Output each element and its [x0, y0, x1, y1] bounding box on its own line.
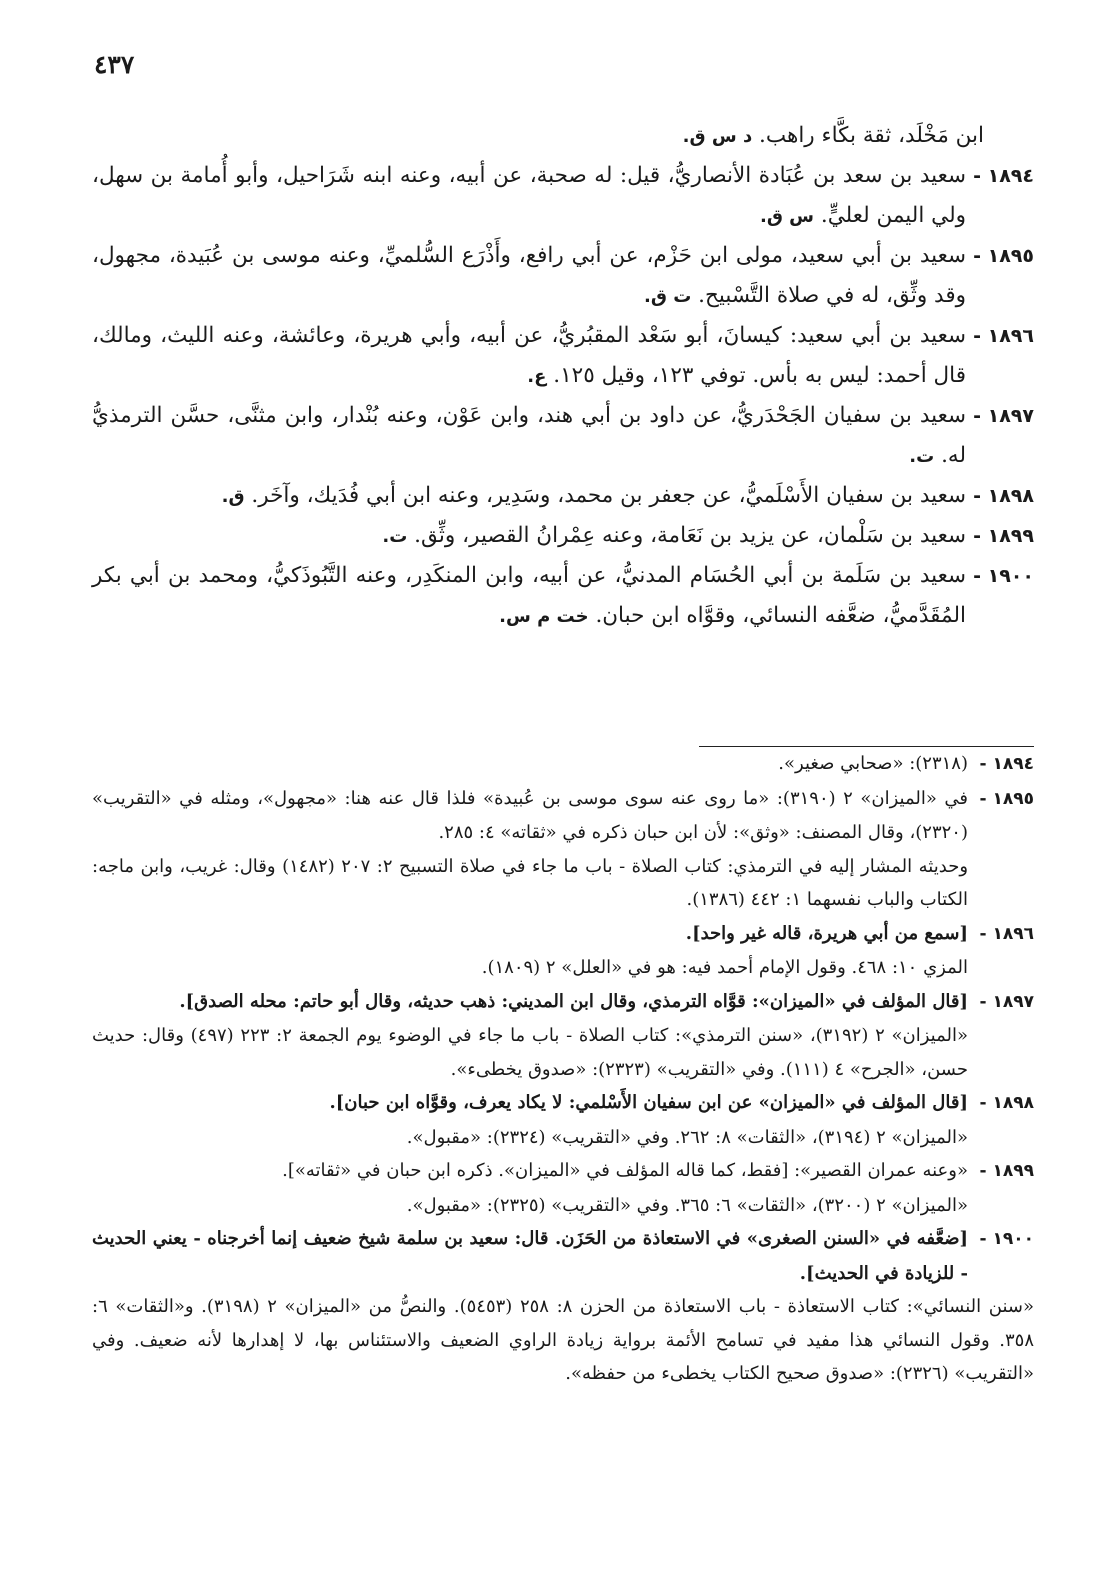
entry-sigla: ت.: [382, 526, 408, 547]
entry-number: ١٨٩٦ -: [973, 325, 1034, 347]
entry-sigla: ت.: [909, 446, 935, 467]
note-text: المزي ١٠: ٤٦٨. وقول الإمام أحمد فيه: هو في «العلل» ٢ (١٨٠٩).: [481, 957, 968, 978]
entry-text: سعيد بن سَلْمان، عن يزيد بن نَعَامة، وعنه عِمْرانُ القصير، وثِّق.: [414, 523, 966, 548]
entry-1895: [92, 236, 1034, 316]
page-number: ٤٣٧: [94, 50, 135, 79]
entry-text: سعيد بن أبي سعيد: كيسانَ، أبو سَعْد المقبُريُّ، عن أبيه، وأبي هريرة، وعائشة، وعنه الليث، ومالك، قال أحمد: ليس به بأس. توفي ١٢٣، وقيل ١٢٥.: [92, 323, 966, 388]
note-1898-source: [92, 1121, 1034, 1155]
entry-text: سعيد بن سعد بن عُبَادة الأنصاريُّ، قيل: له صحبة، عن أبيه، وعنه ابنه شَرَاحيل، وأبو أُمامة بن سهل، ولي اليمن لعليٍّ.: [92, 163, 966, 228]
entry-number: ١٨٩٩ -: [973, 525, 1034, 547]
entry-sigla: س ق.: [759, 206, 815, 227]
note-1900-source: [92, 1290, 1034, 1391]
note-1899-source: [92, 1189, 1034, 1223]
entry-1896: [92, 316, 1034, 396]
note-number: ١٨٩٤ -: [979, 754, 1034, 774]
note-lead: [قال المؤلف في «الميزان»: قوَّاه الترمذي، وقال ابن المديني: ذهب حديثه، وقال أبو حاتم: محله الصدق].: [179, 990, 968, 1012]
note-number: ١٩٠٠ -: [979, 1229, 1034, 1249]
entry-text: سعيد بن أبي سعيد، مولى ابن حَزْم، عن أبي رافع، وأَذْرَع السُّلميِّ، وعنه موسى بن عُبَيدة، مجهول، وقد وثِّق، له في صلاة التَّسْبيح.: [92, 243, 966, 308]
note-number: ١٨٩٨ -: [979, 1093, 1034, 1113]
footnotes: [92, 747, 1034, 1391]
note-1898: [92, 1086, 1034, 1121]
note-text: «سنن النسائي»: كتاب الاستعاذة - باب الاستعاذة من الحزن ٨: ٢٥٨ (٥٤٥٣). والنصُّ من «الميزان» ٢ (٣١٩٨). و«الثقات» ٦: ٣٥٨. وقول النسائي هذا مفيد في تسامح الأئمة برواية زيادة الراوي الضعيف والاستئناس بها، لا إهدارها لأنه ضعيف. وفي «التقريب» (٢٣٢٦): «صدوق صحيح الكتاب يخطىء من حفظه».: [92, 1296, 1034, 1384]
entry-1900: [92, 556, 1034, 636]
note-1897-source: [92, 1019, 1034, 1086]
note-1900: [92, 1222, 1034, 1290]
entry-1898: [92, 476, 1034, 516]
note-text: (٢٣١٨): «صحابي صغير».: [778, 753, 968, 774]
note-1896-source: [92, 951, 1034, 985]
entry-1894: [92, 156, 1034, 236]
note-1896: [92, 917, 1034, 952]
note-text: «وعنه عمران القصير»: [فقط، كما قاله المؤلف في «الميزان». ذكره ابن حبان في «ثقاته»].: [282, 1160, 968, 1181]
main-text: [92, 116, 1034, 636]
entry-number: ١٩٠٠ -: [973, 565, 1034, 587]
note-text: وحديثه المشار إليه في الترمذي: كتاب الصلاة - باب ما جاء في صلاة التسبيح ٢: ٢٠٧ (١٤٨٢) وقال: غريب، وابن ماجه: الكتاب والباب نفسهما ١: ٤٤٢ (١٣٨٦).: [92, 855, 969, 910]
entry-1897: [92, 396, 1034, 476]
entry-number: ١٨٩٥ -: [973, 245, 1034, 267]
note-1899: [92, 1154, 1034, 1189]
note-lead: [ضعَّفه في «السنن الصغرى» في الاستعاذة من الحَزَن. قال: سعيد بن سلمة شيخ ضعيف إنما أخرجناه - يعني الحديث - للزيادة في الحديث].: [92, 1228, 968, 1284]
note-number: ١٨٩٩ -: [979, 1161, 1034, 1181]
entry-sigla: خت م س.: [499, 606, 589, 627]
entry-text: سعيد بن سفيان الجَحْدَريُّ، عن داود بن أبي هند، وابن عَوْن، وعنه بُنْدار، وابن مثنَّى، حسَّن الترمذيُّ له.: [92, 403, 966, 468]
note-text: في «الميزان» ٢ (٣١٩٠): «ما روى عنه سوى موسى بن عُبيدة» فلذا قال عنه هنا: «مجهول»، ومثله في «التقريب» (٢٣٢٠)، وقال المصنف: «وثق»: لأن ابن حبان ذكره في «ثقاته» ٤: ٢٨٥.: [92, 787, 968, 843]
entry-text: سعيد بن سفيان الأَسْلَميُّ، عن جعفر بن محمد، وسَدِير، وعنه ابن أبي فُدَيك، وآخَر.: [251, 483, 966, 508]
note-text: «الميزان» ٢ (٣١٩٤)، «الثقات» ٨: ٢٦٢. وفي «التقريب» (٢٣٢٤): «مقبول».: [406, 1126, 968, 1148]
entry-sigla: ق.: [221, 486, 245, 507]
entry-sigla: د س ق.: [682, 126, 753, 147]
entry-sigla: ع.: [527, 366, 547, 387]
note-lead: [قال المؤلف في «الميزان» عن ابن سفيان الأَسْلمي: لا يكاد يعرف، وقوَّاه ابن حبان].: [329, 1092, 968, 1113]
entry-text: سعيد بن سَلَمة بن أبي الحُسَام المدنيُّ، عن أبيه، وابن المنكَدِر، وعنه التَّبُوذَكيُّ، ومحمد بن أبي بكر المُقَدَّميُّ، ضعَّفه النسائي، وقوَّاه ابن حبان.: [92, 563, 966, 628]
entry-continuation: [92, 116, 984, 156]
note-number: ١٨٩٦ -: [979, 923, 1034, 944]
note-1897: [92, 985, 1034, 1020]
entry-number: ١٨٩٧ -: [973, 405, 1034, 427]
note-number: ١٨٩٥ -: [979, 788, 1034, 809]
note-number: ١٨٩٧ -: [979, 991, 1034, 1012]
note-text: «الميزان» ٢ (٣٢٠٠)، «الثقات» ٦: ٣٦٥. وفي «التقريب» (٢٣٢٥): «مقبول».: [406, 1194, 968, 1216]
entry-sigla: ت ق.: [644, 286, 692, 307]
note-1895: [92, 782, 1034, 850]
entry-number: ١٨٩٨ -: [973, 485, 1034, 507]
note-1895-continued: [92, 850, 1034, 917]
note-lead: [سمع من أبي هريرة، قاله غير واحد].: [685, 922, 968, 944]
note-text: «الميزان» ٢ (٣١٩٢)، «سنن الترمذي»: كتاب الصلاة - باب ما جاء في الوضوء يوم الجمعة ٢: ٢٢٣ (٤٩٧) وقال: حديث حسن، «الجرح» ٤ (١١١). وفي «التقريب» (٢٣٢٣): «صدوق يخطىء».: [92, 1025, 968, 1080]
entry-number: ١٨٩٤ -: [973, 165, 1034, 187]
entry-text: ابن مَخْلَد، ثقة بكَّاء راهب.: [759, 123, 984, 148]
note-1894: [92, 747, 1034, 782]
entry-1899: [92, 516, 1034, 556]
